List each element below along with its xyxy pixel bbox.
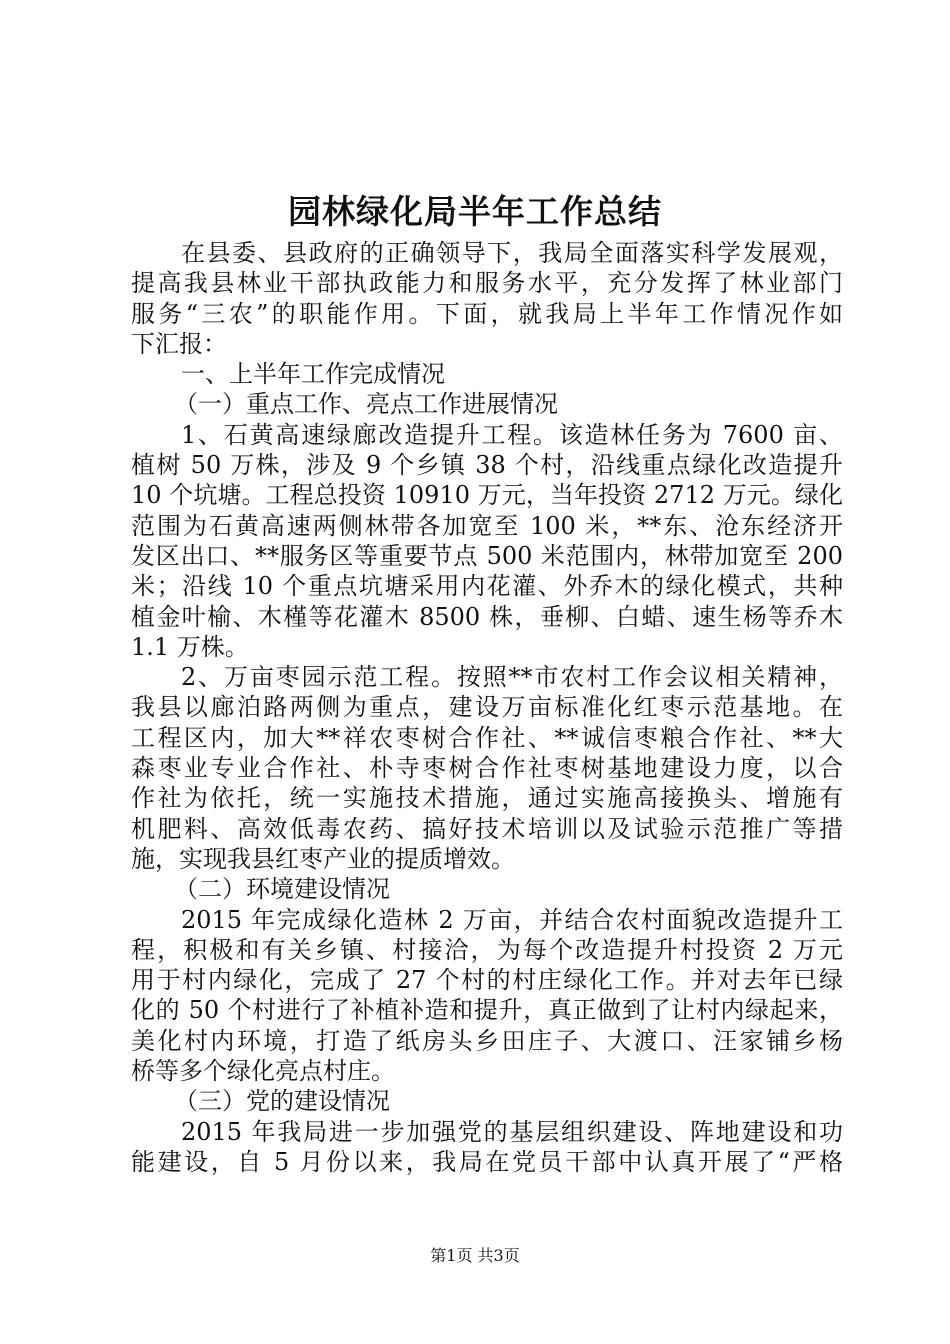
text-line: 范围为石黄高速两侧林带各加宽至 100 米，**东、沧东经济开 — [131, 511, 843, 540]
text-line: 森枣业专业合作社、朴寺枣树合作社枣树基地建设力度，以合 — [131, 754, 843, 783]
text-line: 作社为依托，统一实施技术措施，通过实施高接换头、增施有 — [131, 784, 843, 813]
document-title: 园林绿化局半年工作总结 — [288, 192, 662, 231]
text-line: 用于村内绿化，完成了 27 个村的村庄绿化工作。并对去年已绿 — [131, 966, 843, 995]
text-line: 程，积极和有关乡镇、村接洽，为每个改造提升村投资 2 万元 — [131, 935, 843, 964]
text-line: 1、石黄高速绿廊改造提升工程。该造林任务为 7600 亩、 — [181, 420, 843, 449]
text-line: 机肥料、高效低毒农药、搞好技术培训以及试验示范推广等措 — [131, 814, 843, 843]
text-line: 化的 50 个村进行了补植补造和提升，真正做到了让村内绿起来， — [131, 996, 843, 1025]
text-line: 提高我县林业干部执政能力和服务水平，充分发挥了林业部门 — [131, 269, 843, 298]
text-line: 美化村内环境，打造了纸房头乡田庄子、大渡口、汪家铺乡杨 — [131, 1026, 843, 1055]
text-line: （二）环境建设情况 — [174, 875, 390, 904]
text-line: 服务“三农”的职能作用。下面，就我局上半年工作情况作如 — [131, 299, 843, 328]
text-line: 2015 年我局进一步加强党的基层组织建设、阵地建设和功 — [181, 1117, 843, 1146]
text-line: 2、万亩枣园示范工程。按照**市农村工作会议相关精神， — [181, 663, 843, 692]
text-line: 米；沿线 10 个重点坑塘采用内花灌、外乔木的绿化模式，共种 — [131, 572, 843, 601]
text-line: 我县以廊泊路两侧为重点，建设万亩标准化红枣示范基地。在 — [131, 693, 843, 722]
text-line: （一）重点工作、亮点工作进展情况 — [174, 390, 558, 419]
text-line: 植金叶榆、木槿等花灌木 8500 株，垂柳、白蜡、速生杨等乔木 — [131, 602, 843, 631]
text-line: 桥等多个绿化亮点村庄。 — [131, 1057, 395, 1086]
text-line: 1.1 万株。 — [131, 632, 249, 661]
text-line: 在县委、县政府的正确领导下，我局全面落实科学发展观， — [181, 239, 843, 267]
text-line: 能建设，自 5 月份以来，我局在党员干部中认真开展了“严格 — [131, 1147, 843, 1176]
text-line: 发区出口、**服务区等重要节点 500 米范围内，林带加宽至 200 — [131, 541, 843, 570]
text-line: 下汇报： — [131, 329, 227, 358]
text-line: 工程区内，加大**祥农枣树合作社、**诚信枣粮合作社、**大 — [131, 723, 843, 752]
page-footer: 第1页 共3页 — [430, 1246, 520, 1265]
text-line: 10 个坑塘。工程总投资 10910 万元，当年投资 2712 万元。绿化 — [131, 481, 843, 510]
text-line: 2015 年完成绿化造林 2 万亩，并结合农村面貌改造提升工 — [181, 905, 843, 934]
text-line: 植树 50 万株，涉及 9 个乡镇 38 个村，沿线重点绿化改造提升 — [131, 451, 843, 480]
text-line: （三）党的建设情况 — [174, 1087, 390, 1116]
text-line: 施，实现我县红枣产业的提质增效。 — [131, 844, 515, 873]
text-line: 一、上半年工作完成情况 — [181, 360, 445, 389]
document-body — [131, 238, 843, 1177]
